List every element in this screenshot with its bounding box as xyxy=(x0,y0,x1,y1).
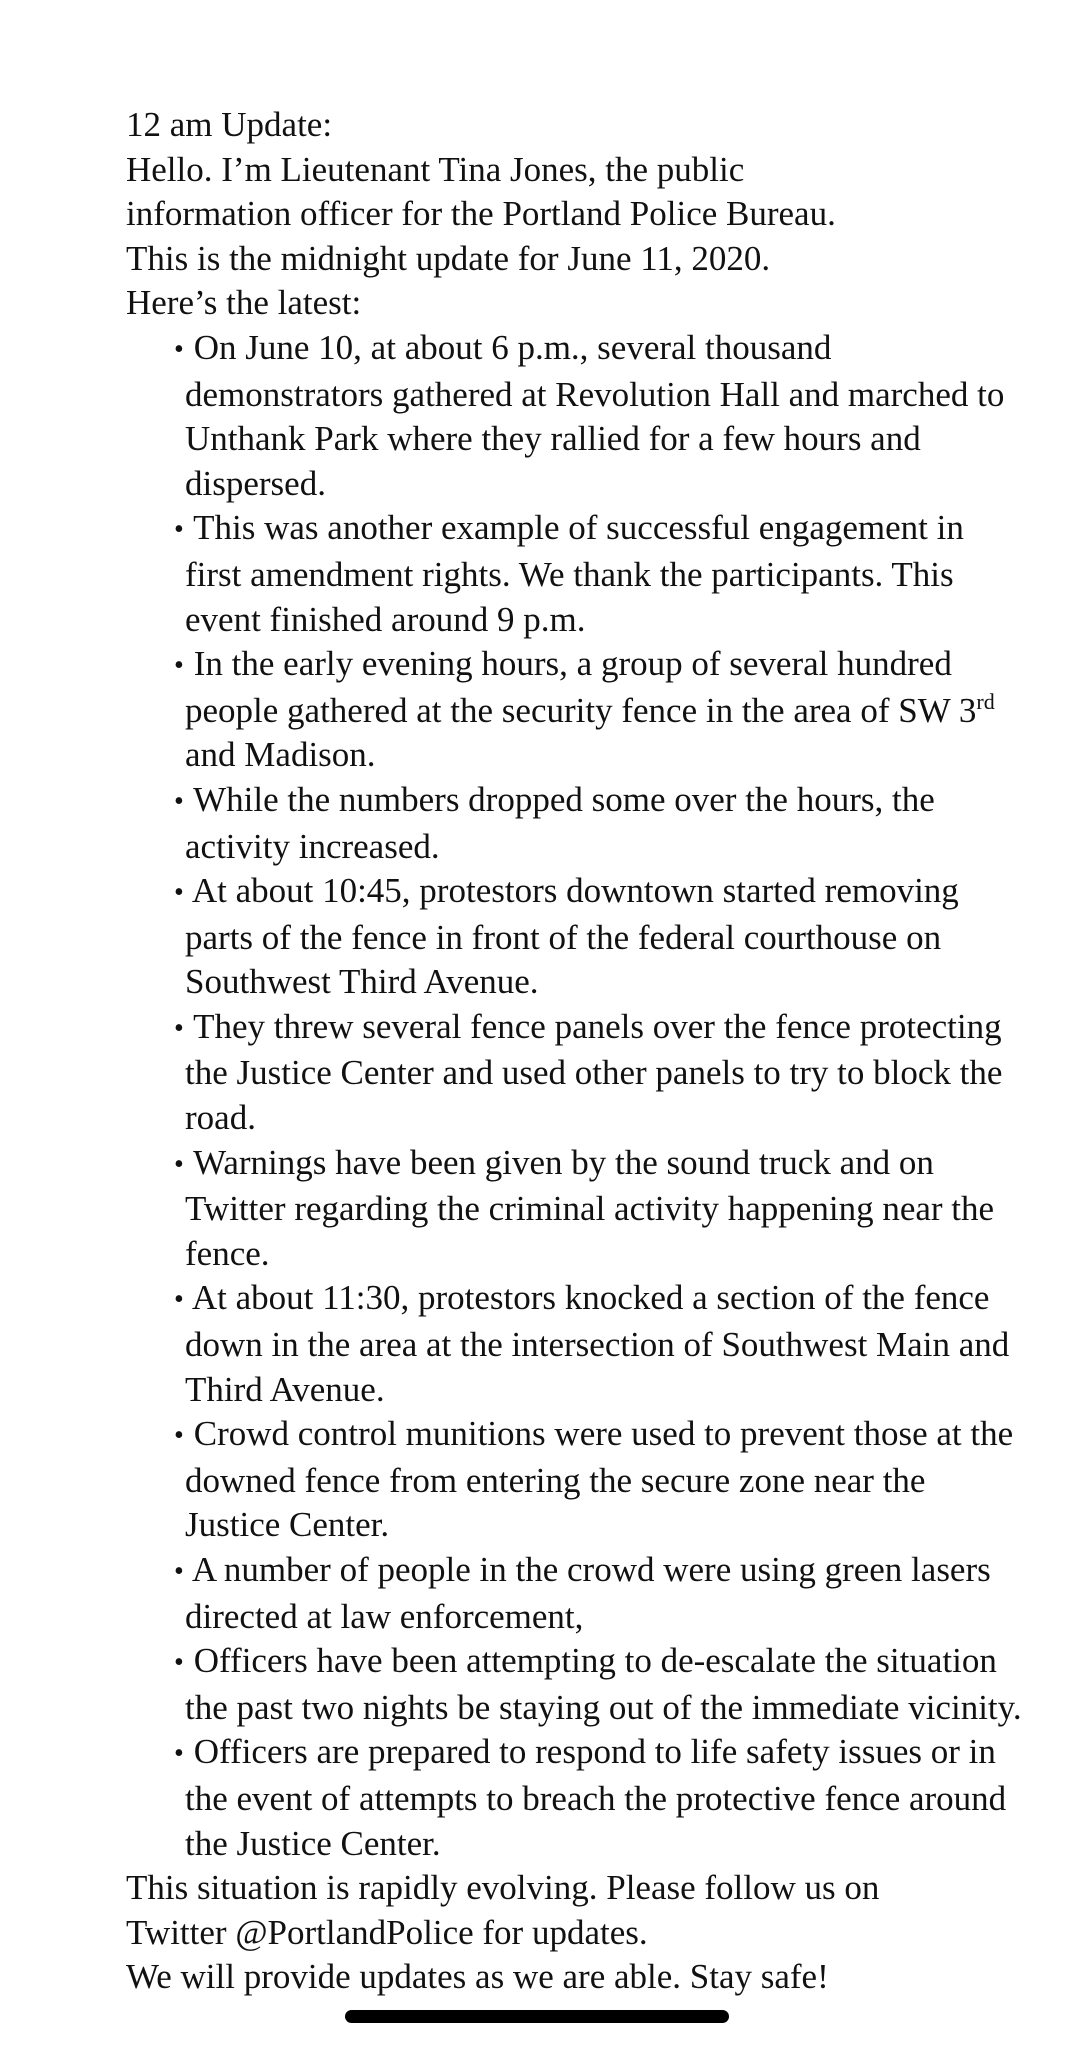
bullet-text: At about 11:30, protestors knocked a section of the fence down in the area at the intersection of Southwest Main and Third Avenue. xyxy=(185,1278,1010,1409)
bullet-icon: • xyxy=(174,877,184,909)
bullet-item xyxy=(158,1730,1026,1866)
bullet-item xyxy=(158,506,1026,642)
intro-line: information officer for the Portland Police Bureau. xyxy=(126,194,836,234)
update-heading: 12 am Update: xyxy=(126,105,333,144)
home-indicator-bar[interactable] xyxy=(345,2010,729,2023)
intro-line: Hello. I’m Lieutenant Tina Jones, the public xyxy=(126,149,745,189)
update-bullet-list xyxy=(126,326,1026,1866)
bullet-item xyxy=(158,326,1026,506)
bullet-icon: • xyxy=(174,1420,184,1452)
bullet-item xyxy=(158,1639,1026,1730)
bullet-item xyxy=(158,1412,1026,1548)
bullet-text: Officers have been attempting to de-escalate the situation the past two nights be staying out of the immediate vicinity. xyxy=(185,1641,1022,1727)
bullet-text: While the numbers dropped some over the hours, the activity increased. xyxy=(185,779,935,866)
bullet-item xyxy=(158,1276,1026,1412)
bullet-icon: • xyxy=(174,514,184,546)
bullet-item xyxy=(158,1548,1026,1639)
bullet-item xyxy=(158,778,1026,869)
bullet-icon: • xyxy=(174,333,184,365)
closing-line: This situation is rapidly evolving. Please follow us on xyxy=(126,1868,880,1908)
bullet-text: Warnings have been given by the sound truck and on Twitter regarding the criminal activity happening near the fence. xyxy=(185,1142,995,1273)
ordinal-superscript: rd xyxy=(976,688,995,714)
bullet-icon: • xyxy=(174,1556,184,1587)
bullet-icon: • xyxy=(174,1012,184,1044)
bullet-item xyxy=(158,642,1026,778)
bullet-text: A number of people in the crowd were using green lasers directed at law enforcement, xyxy=(185,1550,991,1636)
bullet-item xyxy=(158,1005,1026,1141)
bullet-item xyxy=(158,869,1026,1005)
intro-line: This is the midnight update for June 11, 2020. xyxy=(126,238,771,278)
intro-line: Here’s the latest: xyxy=(126,283,362,323)
bullet-icon: • xyxy=(174,1284,184,1316)
bullet-icon: • xyxy=(174,1647,184,1679)
bullet-text: Crowd control munitions were used to prevent those at the downed fence from entering the secure zone near the Justice Center. xyxy=(185,1414,1014,1545)
update-document xyxy=(126,103,1026,2000)
bullet-text: On June 10, at about 6 p.m., several thousand demonstrators gathered at Revolution Hall and marched to Unthank Park where they rallied for a few hours and dispersed. xyxy=(185,327,1005,503)
bullet-item xyxy=(158,1141,1026,1277)
bullet-icon: • xyxy=(174,785,184,817)
bullet-text: Officers are prepared to respond to life safety issues or in the event of attempts to breach the protective fence around the Justice Center. xyxy=(185,1732,1007,1863)
bullet-icon: • xyxy=(174,650,184,682)
closing-line: Twitter @PortlandPolice for updates. xyxy=(126,1912,648,1952)
bullet-text-suffix: and Madison. xyxy=(185,735,376,775)
bullet-text: In the early evening hours, a group of several hundred people gathered at the security fence in the area of SW 3 xyxy=(185,644,977,730)
bullet-icon: • xyxy=(174,1738,184,1770)
bullet-text: They threw several fence panels over the fence protecting the Justice Center and used other panels to try to block the road. xyxy=(185,1006,1003,1138)
bullet-text: This was another example of successful engagement in first amendment rights. We thank the participants. This event finished around 9 p.m. xyxy=(185,508,964,639)
bullet-text: At about 10:45, protestors downtown started removing parts of the fence in front of the federal courthouse on Southwest Third Avenue. xyxy=(185,871,959,1002)
closing-line: We will provide updates as we are able. Stay safe! xyxy=(126,1957,829,1997)
bullet-icon: • xyxy=(174,1148,184,1180)
